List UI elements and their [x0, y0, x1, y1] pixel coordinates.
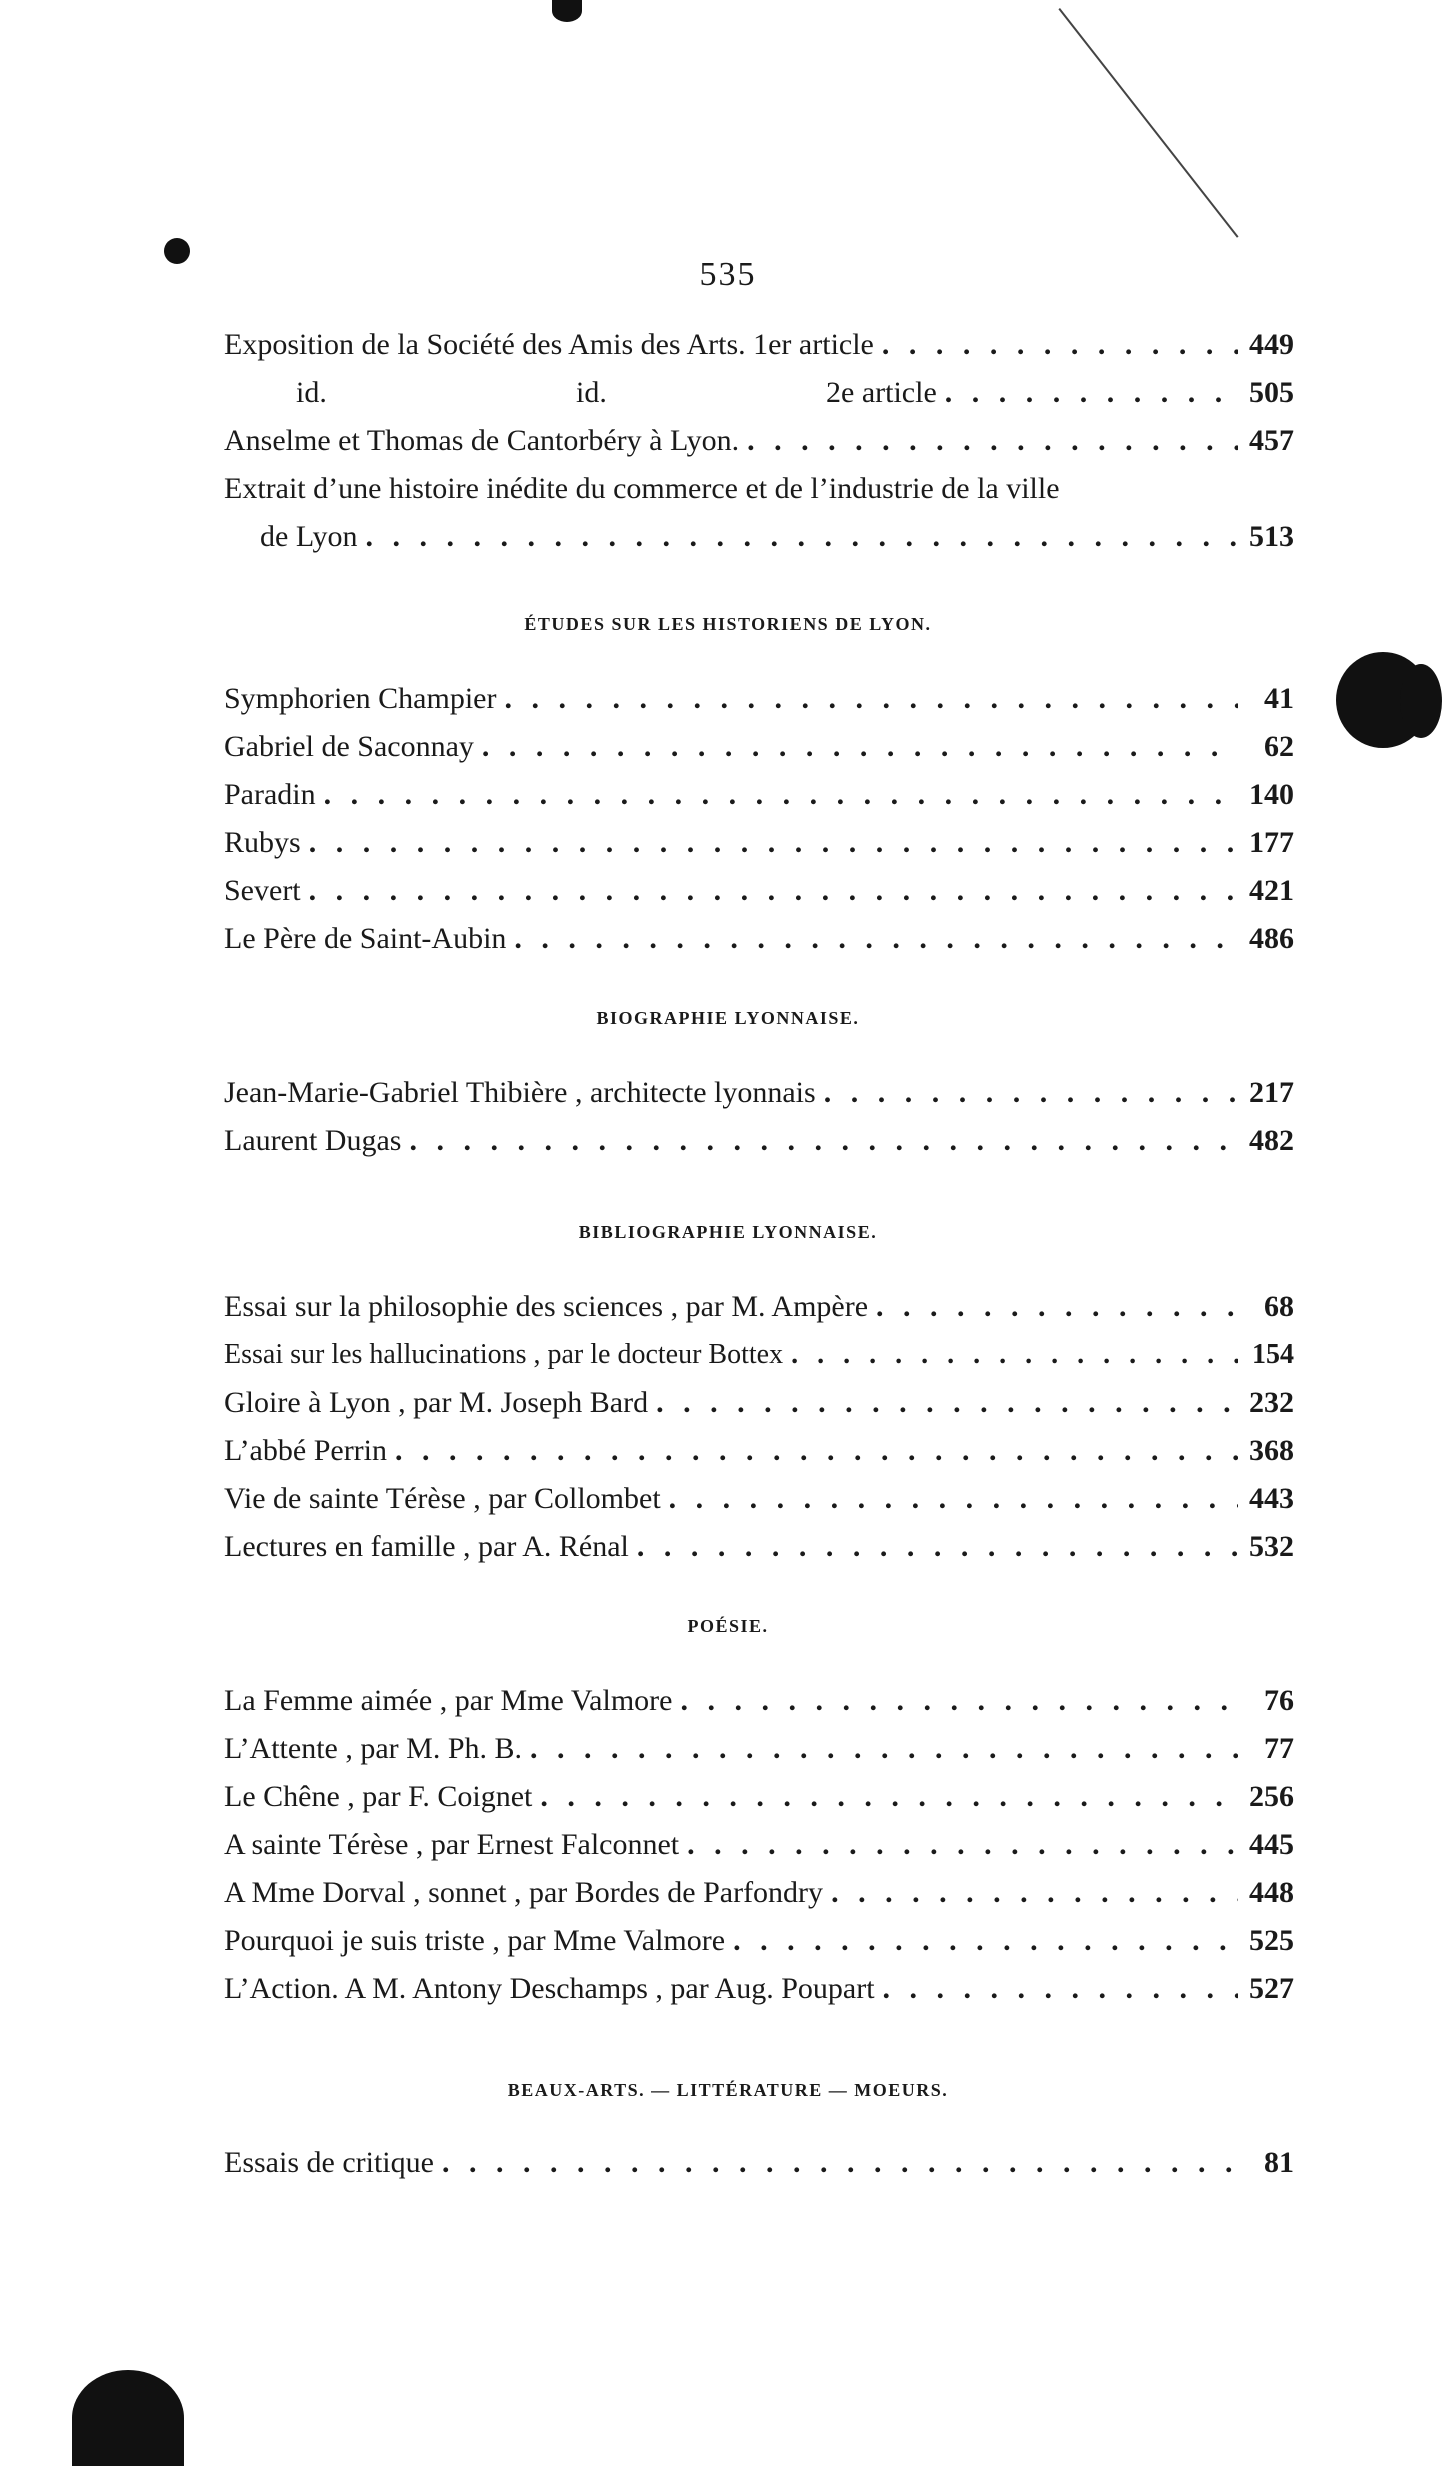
toc-entry	[224, 1428, 1294, 1474]
dot-leader	[945, 370, 1238, 416]
toc-entry-page: 368	[1249, 1434, 1294, 1467]
toc-entry	[224, 322, 1294, 368]
toc-entry	[826, 370, 1294, 416]
toc-entry	[224, 2140, 1294, 2186]
toc-entry	[224, 1870, 1294, 1916]
toc-entry-page: 177	[1249, 826, 1294, 859]
toc-entry-title: Essais de critique	[224, 2146, 434, 2179]
id-label: id.	[296, 376, 327, 409]
toc-entry-title: Gloire à Lyon , par M. Joseph Bard	[224, 1386, 649, 1419]
toc-entry-page: 421	[1249, 874, 1294, 907]
dot-leader	[733, 1918, 1238, 1964]
toc-entry-page: 527	[1249, 1972, 1294, 2005]
ink-blot-top-center	[552, 0, 582, 22]
toc-entry-page: 532	[1249, 1530, 1294, 1563]
toc-entry	[224, 676, 1294, 722]
toc-entry	[224, 1966, 1294, 2012]
toc-entry-page: 76	[1264, 1684, 1294, 1717]
dot-leader	[540, 1774, 1238, 1820]
toc-entry-page: 482	[1249, 1124, 1294, 1157]
toc-entry	[224, 1380, 1294, 1426]
scan-crease-line	[1058, 8, 1238, 238]
toc-entry-title: Laurent Dugas	[224, 1124, 402, 1157]
dot-leader	[530, 1726, 1238, 1772]
toc-entry-page: 68	[1264, 1290, 1294, 1323]
toc-entry-page: 505	[1249, 376, 1294, 409]
dot-leader	[442, 2140, 1238, 2186]
toc-entry-title: de Lyon	[260, 520, 358, 553]
toc-entry-title: Severt	[224, 874, 301, 907]
toc-entry-page: 232	[1249, 1386, 1294, 1419]
toc-entry-title: Pourquoi je suis triste , par Mme Valmore	[224, 1924, 726, 1957]
ink-blot-bottom-left	[72, 2370, 184, 2466]
toc-entry-page: 62	[1264, 730, 1294, 763]
toc-entry-page: 81	[1264, 2146, 1294, 2179]
dot-leader	[309, 868, 1238, 914]
page-number: 535	[699, 256, 757, 293]
section-heading: POÉSIE.	[687, 1616, 769, 1636]
toc-entry-title: L’abbé Perrin	[224, 1434, 388, 1467]
toc-entry	[224, 772, 1294, 818]
toc-entry-title: Essai sur les hallucinations , par le docteur Bottex	[224, 1339, 784, 1370]
dot-leader	[747, 418, 1238, 464]
section-heading: BEAUX-ARTS. — LITTÉRATURE — MOEURS.	[507, 2080, 949, 2100]
toc-entry-page: 448	[1249, 1876, 1294, 1909]
toc-entry-title: Paradin	[224, 778, 316, 811]
toc-entry-page: 217	[1249, 1076, 1294, 1109]
dot-leader	[883, 1966, 1238, 2012]
toc-entry	[224, 1332, 1294, 1378]
toc-entry	[224, 1476, 1294, 1522]
toc-entry-title: Anselme et Thomas de Cantorbéry à Lyon.	[224, 424, 740, 457]
toc-entry	[260, 514, 1294, 560]
toc-entry-title: L’Action. A M. Antony Deschamps , par Aug. Poupart	[224, 1972, 875, 2005]
dot-leader	[882, 322, 1238, 368]
toc-entry	[224, 1070, 1294, 1116]
toc-entry	[224, 1678, 1294, 1724]
dot-leader	[409, 1118, 1238, 1164]
toc-entry-title: Exposition de la Société des Amis des Arts. 1er article	[224, 328, 874, 361]
toc-entry-title: Symphorien Champier	[224, 682, 497, 715]
toc-entry-page: 256	[1249, 1780, 1294, 1813]
toc-entry-page: 513	[1249, 520, 1294, 553]
toc-entry-page: 486	[1249, 922, 1294, 955]
toc-entry-page: 525	[1249, 1924, 1294, 1957]
toc-entry-title: La Femme aimée , par Mme Valmore	[224, 1684, 673, 1717]
toc-entry	[224, 868, 1294, 914]
dot-leader	[824, 1070, 1238, 1116]
dot-leader	[656, 1380, 1238, 1426]
section-heading: BIBLIOGRAPHIE LYONNAISE.	[578, 1222, 878, 1242]
dot-leader	[669, 1476, 1238, 1522]
toc-entry-title: A Mme Dorval , sonnet , par Bordes de Parfondry	[224, 1876, 824, 1909]
section-heading: BIOGRAPHIE LYONNAISE.	[596, 1008, 860, 1028]
dot-leader	[504, 676, 1238, 722]
toc-entry-page: 457	[1249, 424, 1294, 457]
dot-leader	[687, 1822, 1238, 1868]
dot-leader	[395, 1428, 1238, 1474]
toc-entry	[224, 916, 1294, 962]
toc-entry	[224, 1822, 1294, 1868]
toc-entry-title: Le Père de Saint-Aubin	[224, 922, 507, 955]
toc-entry	[224, 820, 1294, 866]
toc-entry	[224, 418, 1294, 464]
dot-leader	[514, 916, 1238, 962]
dot-leader	[482, 724, 1238, 770]
toc-entry-title-line: Extrait d’une histoire inédite du commerce et de l’industrie de la ville	[224, 472, 1060, 505]
toc-entry	[224, 1774, 1294, 1820]
dot-leader	[637, 1524, 1238, 1570]
toc-entry	[224, 1284, 1294, 1330]
toc-entry-title: Rubys	[224, 826, 301, 859]
toc-entry	[224, 1524, 1294, 1570]
dot-leader	[680, 1678, 1238, 1724]
toc-entry	[224, 1726, 1294, 1772]
toc-entry-title: A sainte Térèse , par Ernest Falconnet	[224, 1828, 680, 1861]
toc-entry-title: Jean-Marie-Gabriel Thibière , architecte lyonnais	[224, 1076, 816, 1109]
dot-leader	[366, 514, 1239, 560]
toc-entry-title: Gabriel de Saconnay	[224, 730, 474, 763]
toc-entry	[224, 1118, 1294, 1164]
id-label: id.	[576, 376, 607, 409]
toc-entry-title: 2e article	[826, 376, 937, 409]
toc-entry-page: 154	[1252, 1339, 1294, 1370]
dot-leader	[791, 1332, 1238, 1378]
dot-leader	[876, 1284, 1238, 1330]
toc-entry-title: Essai sur la philosophie des sciences , par M. Ampère	[224, 1290, 869, 1323]
toc-entry-title: Vie de sainte Térèse , par Collombet	[224, 1482, 661, 1515]
toc-entry-page: 443	[1249, 1482, 1294, 1515]
toc-entry-page: 445	[1249, 1828, 1294, 1861]
toc-entry-title: Le Chêne , par F. Coignet	[224, 1780, 533, 1813]
dot-leader	[324, 772, 1238, 818]
ink-blot-right-margin-small	[1400, 664, 1442, 738]
toc-entry-title: L’Attente , par M. Ph. B.	[224, 1732, 523, 1765]
toc-entry-page: 140	[1249, 778, 1294, 811]
toc-entry-page: 449	[1249, 328, 1294, 361]
dot-leader	[309, 820, 1238, 866]
toc-entry-title: Lectures en famille , par A. Rénal	[224, 1530, 629, 1563]
toc-entry	[224, 724, 1294, 770]
toc-entry-page: 77	[1264, 1732, 1294, 1765]
toc-entry-page: 41	[1264, 682, 1294, 715]
toc-entry	[224, 1918, 1294, 1964]
dot-leader	[831, 1870, 1238, 1916]
section-heading: ÉTUDES SUR LES HISTORIENS DE LYON.	[524, 614, 932, 634]
